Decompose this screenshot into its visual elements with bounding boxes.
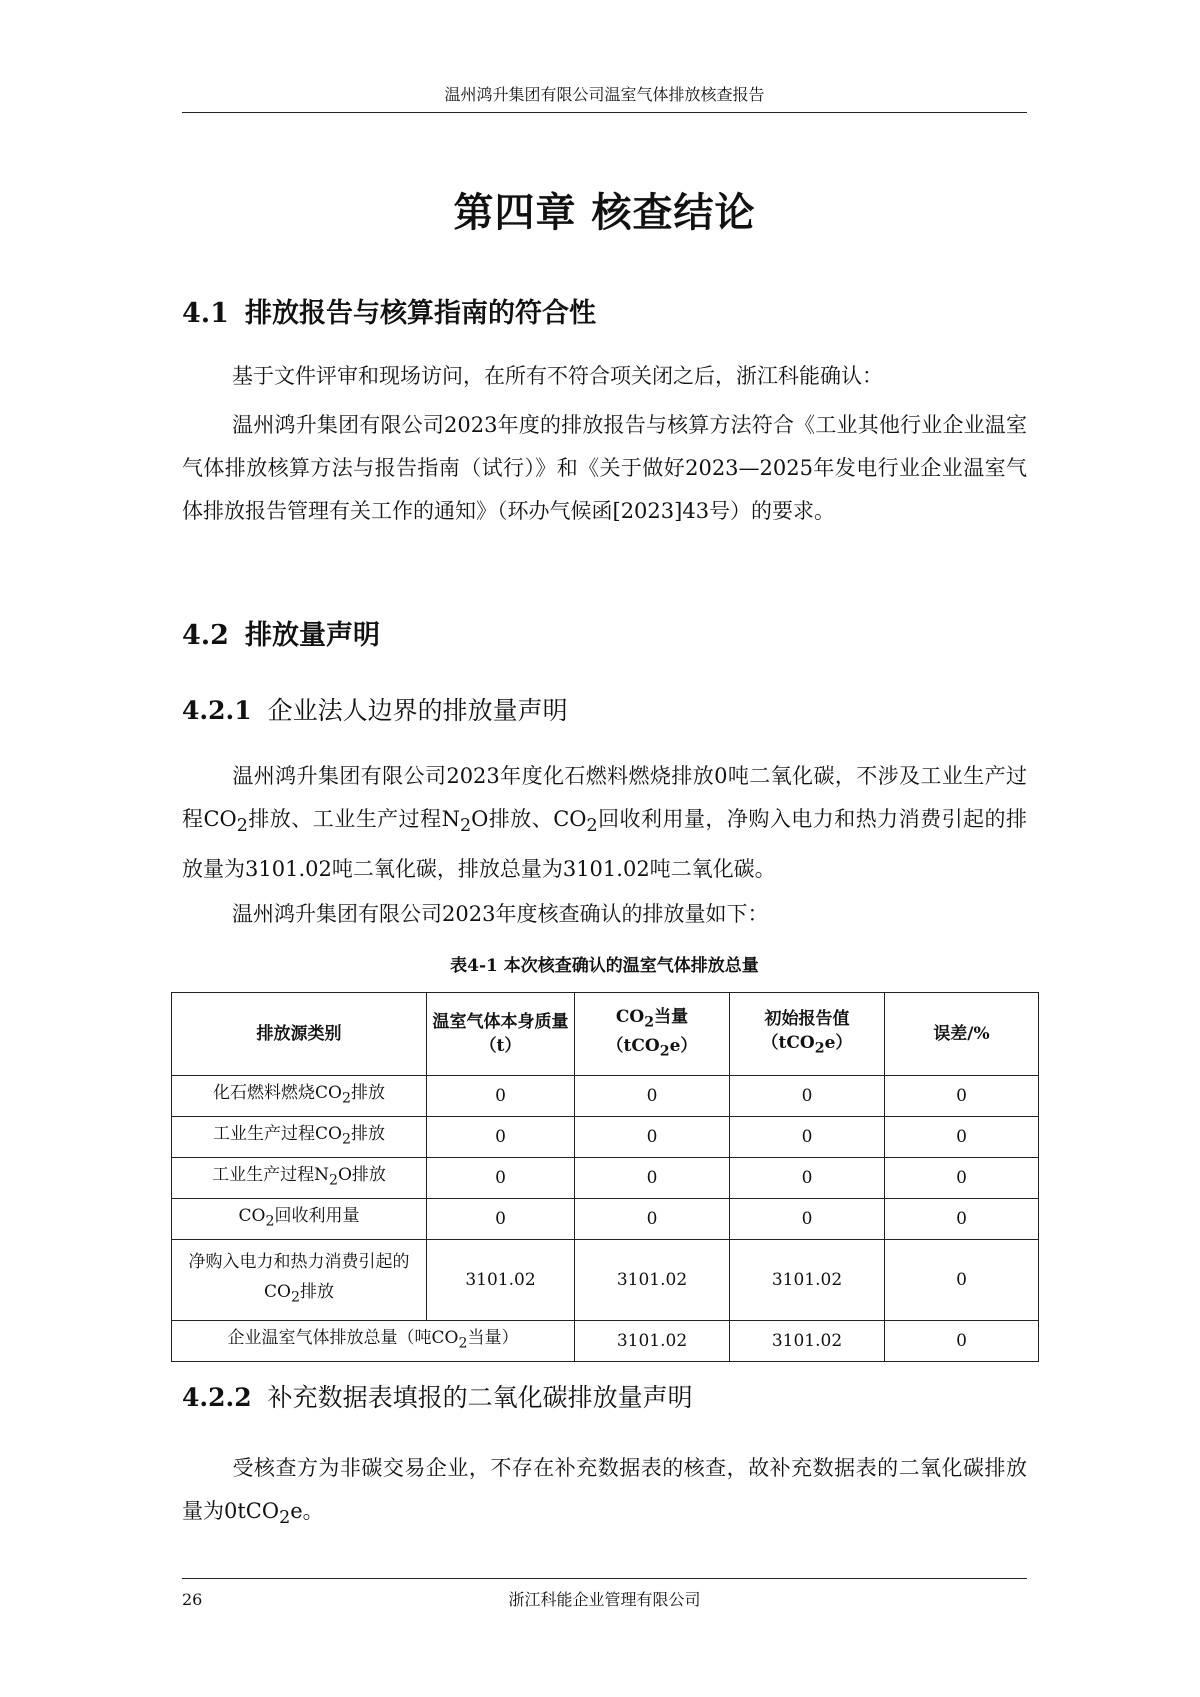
error-cell: 0 <box>885 1117 1039 1158</box>
total-label-cell: 企业温室气体排放总量（吨$CO_2$当量） <box>172 1321 575 1362</box>
mass-cell: 0 <box>427 1076 575 1117</box>
column-header: 误差/% <box>885 993 1039 1076</box>
section-4-2-1-heading <box>182 694 568 728</box>
error-cell: 0 <box>885 1158 1039 1199</box>
mass-cell: 3101.02 <box>427 1240 575 1321</box>
paragraph: 受核查方为非碳交易企业，不存在补充数据表的核查，故补充数据表的二氧化碳排放量为0tCO$_2$e。 <box>182 1456 1027 1529</box>
section-number: 4.1 <box>182 298 229 329</box>
initial-value-cell: 3101.02 <box>730 1240 885 1321</box>
page-number: 26 <box>182 1590 203 1609</box>
column-header: 排放源类别 <box>172 993 427 1076</box>
section-title: 企业法人边界的排放量声明 <box>267 696 568 725</box>
section-number: 4.2.2 <box>182 1383 252 1412</box>
equivalent-cell: 0 <box>575 1117 730 1158</box>
column-header: $CO_2$当量 （tCO$_2$e） <box>575 993 730 1076</box>
column-header: 初始报告值 （tCO$_2$e） <box>730 993 885 1076</box>
footer-company: 浙江科能企业管理有限公司 <box>508 1590 701 1609</box>
equivalent-cell: 0 <box>575 1158 730 1199</box>
source-cell: $CO_2$回收利用量 <box>172 1199 427 1240</box>
error-cell: 0 <box>885 1199 1039 1240</box>
error-cell: 0 <box>885 1076 1039 1117</box>
initial-value-cell: 0 <box>730 1117 885 1158</box>
initial-value-cell: 0 <box>730 1158 885 1199</box>
section-4-2-2-heading <box>182 1381 693 1415</box>
equivalent-cell: 0 <box>575 1076 730 1117</box>
equivalent-cell: 3101.02 <box>575 1240 730 1321</box>
source-cell: 工业生产过程$CO_2$排放 <box>172 1117 427 1158</box>
source-cell: 化石燃料燃烧$CO_2$排放 <box>172 1076 427 1117</box>
table-caption: 表4-1 本次核查确认的温室气体排放总量 <box>450 956 759 976</box>
section-number: 4.2 <box>182 620 229 651</box>
initial-value-cell: 0 <box>730 1076 885 1117</box>
chapter-title: 第四章 核查结论 <box>453 190 756 236</box>
page-footer <box>182 1578 1027 1611</box>
equivalent-cell: 0 <box>575 1199 730 1240</box>
table-row <box>172 1199 1039 1240</box>
section-title: 排放量声明 <box>244 620 380 651</box>
section-number: 4.2.1 <box>182 696 252 725</box>
table-row <box>172 1158 1039 1199</box>
table-total-row <box>172 1321 1039 1362</box>
paragraph: 温州鸿升集团有限公司2023年度的排放报告与核算方法符合《工业其他行业企业温室气体排放核算方法与报告指南（试行）》和《关于做好2023—2025年发电行业企业温室气体排放报告管理有关工作的通知》（环办气候函[2023]43号）的要求。 <box>182 413 1027 523</box>
source-cell: 工业生产过程$N_2O$排放 <box>172 1158 427 1199</box>
table-row <box>172 1117 1039 1158</box>
paragraph: 温州鸿升集团有限公司2023年度化石燃料燃烧排放0吨二氧化碳，不涉及工业生产过程$CO_2$排放、工业生产过程$N_2O$排放、$CO_2$回收利用量，净购入电力和热力消费引起的排放量为3101.02吨二氧化碳，排放总量为3101.02吨二氧化碳。 <box>182 764 1027 882</box>
table-header-row <box>172 993 1039 1076</box>
emissions-table <box>171 992 1039 1362</box>
table-row <box>172 1240 1039 1321</box>
paragraph: 温州鸿升集团有限公司2023年度核查确认的排放量如下： <box>232 902 769 926</box>
initial-value-cell: 3101.02 <box>730 1321 885 1362</box>
section-4-1-heading <box>182 296 596 332</box>
mass-cell: 0 <box>427 1199 575 1240</box>
running-header: 温州鸿升集团有限公司温室气体排放核查报告 <box>182 84 1027 113</box>
section-4-2-heading <box>182 618 380 654</box>
error-cell: 0 <box>885 1240 1039 1321</box>
mass-cell: 0 <box>427 1158 575 1199</box>
column-header: 温室气体本身质量（t） <box>427 993 575 1076</box>
equivalent-cell: 3101.02 <box>575 1321 730 1362</box>
error-cell: 0 <box>885 1321 1039 1362</box>
initial-value-cell: 0 <box>730 1199 885 1240</box>
source-cell: 净购入电力和热力消费引起的$CO_2$排放 <box>172 1240 427 1321</box>
section-title: 补充数据表填报的二氧化碳排放量声明 <box>267 1383 693 1412</box>
paragraph: 基于文件评审和现场访问，在所有不符合项关闭之后，浙江科能确认： <box>232 364 883 388</box>
mass-cell: 0 <box>427 1117 575 1158</box>
section-title: 排放报告与核算指南的符合性 <box>244 298 596 329</box>
table-row <box>172 1076 1039 1117</box>
